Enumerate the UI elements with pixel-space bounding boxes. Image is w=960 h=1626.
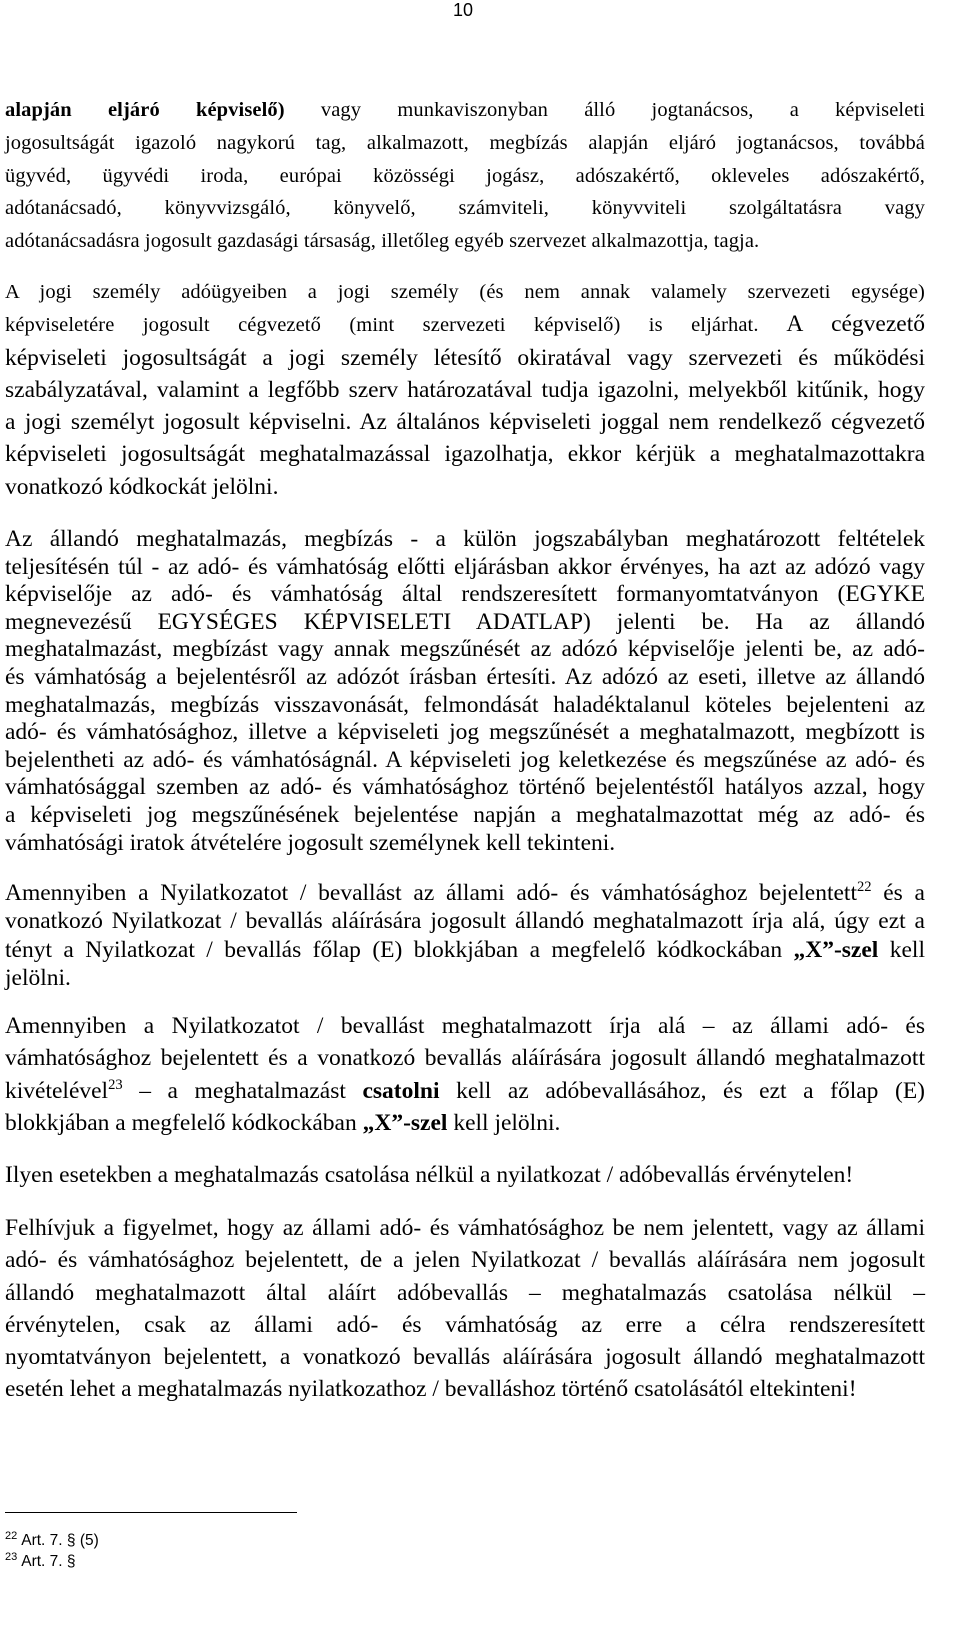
footnote — [5, 1552, 76, 1572]
text-line: vámhatósághoz bejelentett és a vonatkozó bevallás aláírására jogosult állandó meghatalmazott — [5, 1045, 925, 1072]
text-line: ügyvéd, ügyvédi iroda, európai közösségi jogász, adószakértő, okleveles adószakértő, — [5, 164, 925, 187]
text-line: vonatkozó kódkockát jelölni. — [5, 473, 279, 500]
paragraph-permanent-authorization — [5, 526, 925, 857]
paragraph-invalid-warning — [5, 1159, 925, 1191]
footnote-mark: 22 — [5, 1529, 18, 1542]
text-line: teljesítésén túl - az adó- és vámhatóság előtti eljárásban akkor érvényes, ha azt az adózó vagy — [5, 553, 925, 580]
text-line — [5, 94, 925, 127]
paragraph-attach-authorization — [5, 1010, 925, 1139]
text-line: Ilyen esetekben a meghatalmazás csatolása nélkül a nyilatkozat / adóbevallás érvénytelen! — [5, 1162, 854, 1188]
text-segment: A cégvezető — [758, 311, 925, 338]
text-line: esetén lehet a meghatalmazás nyilatkozathoz / bevalláshoz történő csatolásától eltekinteni! — [5, 1376, 857, 1403]
text-line: Felhívjuk a figyelmet, hogy az állami adó- és vámhatósághoz be nem jelentett, vagy az állami — [5, 1215, 925, 1241]
text-line: képviselője az adó- és vámhatóság által rendszeresített formanyomtatványon (EGYKE — [5, 581, 925, 608]
text-line: A jogi személy adóügyeiben a jogi személy (és nem annak valamely szervezeti egysége) — [5, 281, 925, 303]
paragraph-attention-notice — [5, 1212, 925, 1406]
text-segment: – a meghatalmazást — [122, 1077, 363, 1104]
paragraph-company-manager — [5, 276, 925, 503]
text-line: bejelentheti az adó- és vámhatóságnál. A képviseleti jog keletkezése és megszűnése az adó- és — [5, 746, 925, 773]
text-line: állandó meghatalmazott által aláírt adóbevallás – meghatalmazás csatolása nélkül – — [5, 1279, 925, 1306]
text-line: vámhatósággal szemben az adó- és vámhatósághoz történő bejelentéstől hatályos azzal, hogy — [5, 774, 925, 801]
text-line — [5, 879, 925, 907]
text-line — [5, 308, 925, 341]
text-line: vonatkozó Nyilatkozat / bevallás aláírására jogosult állandó meghatalmazott írja alá, úgy ezt a — [5, 908, 925, 935]
text-line: érvénytelen, csak az állami adó- és vámhatóság az erre a célra rendszeresített — [5, 1311, 925, 1338]
text-segment: kivételével — [5, 1077, 109, 1104]
footnote-separator — [5, 1512, 297, 1513]
text-line: adó- és vámhatósághoz bejelentett, de a jelen Nyilatkozat / bevallás aláírására nem jogosult — [5, 1247, 925, 1274]
text-segment: kell jelölni. — [447, 1109, 561, 1136]
footnote-text: Art. 7. § — [21, 1553, 76, 1570]
text-line: képviseleti jogosultságát a jogi személy létesítő okiratával vagy szervezeti és működési — [5, 344, 925, 371]
text-line: nyomtatványon bejelentett, a vonatkozó bevallás aláírására jogosult állandó meghatalmazott — [5, 1344, 925, 1371]
text-segment: képviseletére jogosult cégvezető (mint szervezeti képviselő) is eljárhat. — [5, 314, 759, 337]
paragraph-representatives — [5, 94, 925, 258]
text-line: adótanácsadásra jogosult gazdasági társaság, illetőleg egyéb szervezet alkalmazottja, tagja. — [5, 230, 760, 252]
text-line: Az állandó meghatalmazás, megbízás - a külön jogszabályban meghatározott feltételek — [5, 526, 925, 552]
footnote-mark: 23 — [5, 1550, 18, 1563]
footnote-reference: 23 — [108, 1076, 123, 1093]
text-segment: blokkjában a megfelelő kódkockában — [5, 1109, 363, 1136]
text-segment: és a — [871, 880, 925, 906]
footnote-text: Art. 7. § (5) — [21, 1532, 99, 1549]
text-line: a jogi személyt jogosult képviselni. Az általános képviseleti joggal nem rendelkező cégvezető — [5, 409, 925, 436]
text-line: adó- és vámhatósághoz, illetve a képviseleti jog megszűnését a meghatalmazott, megbízott is — [5, 719, 925, 746]
text-line: képviseleti jogosultságát meghatalmazással igazolhatja, ekkor kérjük a meghatalmazottakra — [5, 441, 925, 468]
text-segment: vagy munkaviszonyban álló jogtanácsos, a képviseleti — [284, 99, 925, 121]
bold-text: alapján eljáró képviselő) — [5, 99, 285, 121]
text-line: adótanácsadó, könyvvizsgáló, könyvelő, számviteli, könyvviteli szolgáltatásra vagy — [5, 197, 925, 220]
footnote — [5, 1531, 99, 1551]
footnote-reference: 22 — [856, 879, 872, 896]
text-line — [5, 1075, 925, 1107]
text-segment: kell az adóbevallásához, és ezt a főlap (E) — [439, 1077, 925, 1104]
text-segment: kell — [878, 936, 925, 963]
paragraph-registered-signatory — [5, 879, 925, 992]
text-line: vámhatósági iratok átvételére jogosult személynek kell tekinteni. — [5, 829, 616, 856]
text-line: szabályzatával, valamint a legfőbb szerv határozatával tudja igazolni, melyekből kitűnik, hogy — [5, 376, 925, 403]
text-line: meghatalmazást, megbízást vagy annak megszűnését az adózó képviselője jelenti be, az adó- — [5, 636, 925, 663]
text-line — [5, 936, 925, 964]
text-line: megnevezésű EGYSÉGES KÉPVISELETI ADATLAP) jelenti be. Ha az állandó — [5, 608, 925, 635]
text-line: és vámhatóság a bejelentésről az adózót írásban értesíti. Az adózó az eseti, illetve az állandó — [5, 663, 925, 690]
text-line: Amennyiben a Nyilatkozatot / bevallást meghatalmazott írja alá – az állami adó- és — [5, 1013, 925, 1039]
page-number: 10 — [452, 0, 474, 20]
text-line: jelölni. — [5, 964, 71, 991]
bold-text: „X”-szel — [793, 936, 879, 963]
text-segment: tényt a Nyilatkozat / bevallás főlap (E) blokkjában a megfelelő kódkockában — [5, 936, 794, 963]
text-segment: Amennyiben a Nyilatkozatot / bevallást az állami adó- és vámhatósághoz bejelentett — [5, 880, 857, 906]
text-line: meghatalmazás, megbízás visszavonását, felmondását haladéktalanul köteles bejelenteni az — [5, 691, 925, 718]
text-line: a képviseleti jog megszűnésének bejelentése napján a meghatalmazottat még az adó- és — [5, 801, 925, 828]
bold-text: „X”-szel — [362, 1109, 448, 1136]
bold-text: csatolni — [362, 1077, 440, 1104]
text-line: jogosultságát igazoló nagykorú tag, alkalmazott, megbízás alapján eljáró jogtanácsos, továbbá — [5, 131, 925, 154]
text-line — [5, 1107, 925, 1139]
